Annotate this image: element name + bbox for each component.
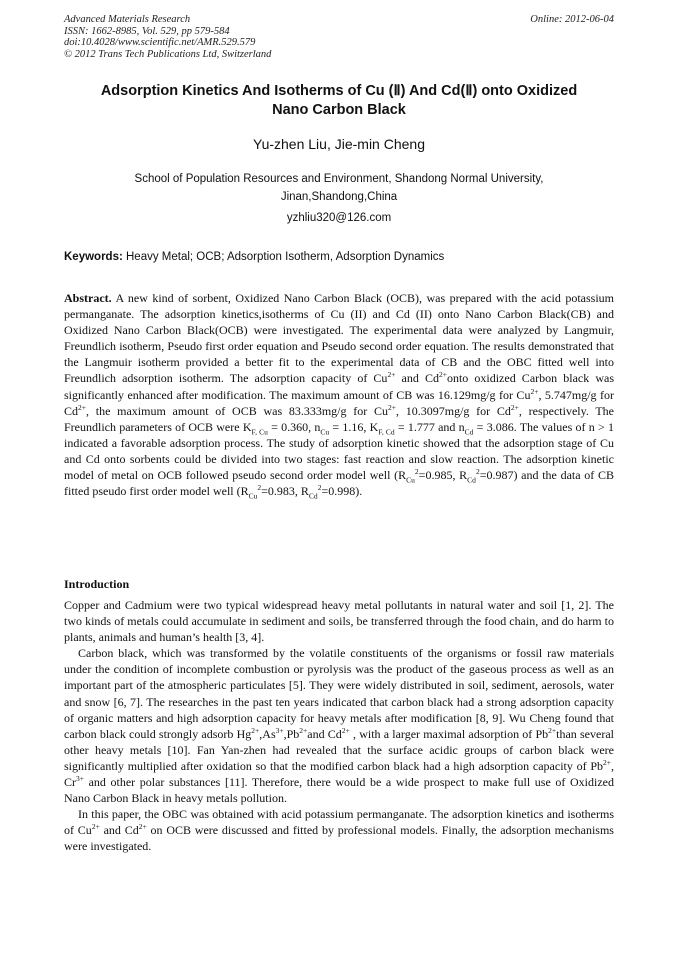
text-run: and Cd [99, 823, 139, 838]
subscript: Cd [308, 491, 318, 501]
abstract-text: , the maximum amount of OCB was 83.333mg/g for Cu [86, 403, 389, 418]
affiliation-line-1: School of Population Resources and Environment, Shandong Normal University, [134, 173, 544, 185]
paper-title [64, 82, 614, 120]
superscript: 2 [317, 483, 322, 493]
superscript: 2+ [387, 370, 396, 380]
superscript: 2+ [78, 402, 86, 412]
text-run: ,Pb [283, 726, 300, 741]
abstract-text: =0.998). [321, 484, 363, 499]
paragraph [64, 645, 614, 806]
subscript: F, Cu [251, 427, 268, 437]
title-line-1: Adsorption Kinetics And Isotherms of Cu (Ⅱ) And Cd(Ⅱ) onto Oxidized [100, 83, 578, 99]
subscript: Cu [320, 427, 330, 437]
superscript: 2 [257, 483, 262, 493]
author-email: yzhliu320@126.com [286, 212, 392, 224]
affiliation-line-2: Jinan,Shandong,China [280, 191, 398, 203]
superscript: 2+ [251, 725, 260, 735]
paragraph [64, 806, 614, 854]
section-heading-introduction: Introduction [64, 577, 130, 591]
superscript: 2+ [530, 386, 539, 396]
subscript: Cu [406, 475, 415, 485]
abstract-text: = 3.086. The values of n > 1 indicated a favorable adsorption process. The study of adsorption kinetic showed that the adsorption stage of Cu and Cd onto sorbents could be divided into two stages: fast reaction and slow reaction. The adsorption kinetic model of metal on OCB followed pseudo second order model well (R [64, 419, 615, 483]
superscript: 2+ [603, 757, 611, 767]
abstract [64, 290, 614, 499]
subscript: Cd [467, 475, 476, 485]
copyright-line: © 2012 Trans Tech Publications Ltd, Switzerland [64, 48, 272, 60]
abstract-text: =0.983, R [261, 484, 309, 499]
abstract-text: = 0.360, n [267, 419, 321, 434]
abstract-text: = 1.777 and n [394, 419, 465, 434]
superscript: 2+ [388, 402, 396, 412]
keywords-label: Keywords: [64, 251, 123, 263]
issn-line: ISSN: 1662-8985, Vol. 529, pp 579-584 [64, 25, 230, 37]
affiliation [64, 170, 614, 206]
superscript: 3+ [275, 725, 284, 735]
text-run: Carbon black, which was transformed by the volatile constituents of the organisms or fossil raw materials under the condition of incomplete combustion or pyrolysis was the product of the gaseous process as well as an important part of the atmospheric particulates [5]. They were widely distributed in soil, sediment, aerosols, water and snow [6, 7]. The researches in the past ten years indicated that carbon black had a strong adsorption capacity of organic matters and high adsorption capacity for heavy metals after modification [8, 9]. Wu Cheng found that carbon black could strongly adsorb Hg [64, 646, 614, 741]
journal-name: Advanced Materials Research [64, 14, 191, 25]
text-run: and other polar substances [11]. Therefore, there would be a wide prospect to make full use of Oxidized Nano Carbon Black in heavy metals pollution. [64, 775, 614, 806]
superscript: 2 [414, 467, 419, 477]
abstract-text: = 1.16, K [329, 419, 379, 434]
text-run: ,As [259, 726, 276, 741]
superscript: 2+ [299, 725, 308, 735]
superscript: 2+ [138, 822, 147, 832]
keywords [64, 251, 614, 263]
superscript: 2+ [341, 725, 350, 735]
abstract-text: , 5.747mg/g for Cd [64, 387, 615, 418]
keywords-text: Heavy Metal; OCB; Adsorption Isotherm, Adsorption Dynamics [122, 251, 445, 263]
superscript: 3+ [76, 774, 84, 784]
abstract-text: and Cd [395, 371, 439, 386]
text-run: , Cr [64, 758, 614, 790]
subscript: F, Cd [378, 427, 395, 437]
introduction-body [64, 597, 614, 855]
superscript: 2 [475, 467, 480, 477]
superscript: 2+ [548, 725, 557, 735]
text-run: In this paper, the OBC was obtained with acid potassium permanganate. The adsorption kinetics and isotherms of Cu [64, 807, 614, 838]
abstract-text: A new kind of sorbent, Oxidized Nano Carbon Black (OCB), was prepared with the acid potassium permanganate. The adsorption kinetics,isotherms of Cu (II) and Cd (II) onto Nano Carbon Black(CB) and Oxidized Nano Carbon Black(OCB) were investigated. The experimental data were analyzed by Langmuir, Freundlich isotherm, Pseudo first order equation and Pseudo second order equation. The results demonstrated that the Langmuir isotherm provided a better fit to the experimental data of CB and the OBC fitted well into Freundlich adsorption isotherm. The adsorption capacity of Cu [64, 291, 614, 386]
abstract-text: , respectively. The Freundlich parameters of OCB were K [64, 403, 615, 434]
subscript: Cd [464, 427, 474, 437]
abstract-text: onto oxidized Carbon black was significantly enhanced after modification. The maximum amount of CB was 16.129mg/g for Cu [64, 371, 614, 402]
paragraph: Copper and Cadmium were two typical widespread heavy metal pollutants in natural water and soil [1, 2]. The two kinds of metals could accumulate in sediment and soils, be transferred through the food chain, and do harm to plants, animals and human’s health [3, 4]. [64, 598, 614, 645]
superscript: 2+ [91, 822, 100, 832]
abstract-text: =0.985, R [418, 468, 468, 483]
authors: Yu-zhen Liu, Jie-min Cheng [253, 136, 425, 152]
journal-header [64, 14, 271, 60]
abstract-text: =0.987) and the data of CB fitted pseudo first order model well (R [64, 468, 615, 499]
subscript: Cu [248, 491, 258, 501]
doi-line: doi:10.4028/www.scientific.net/AMR.529.579 [64, 37, 256, 48]
text-run: , with a larger maximal adsorption of Pb [349, 726, 549, 741]
abstract-text: , 10.3097mg/g for Cd [396, 403, 511, 418]
superscript: 2+ [510, 402, 519, 412]
title-line-2: Nano Carbon Black [272, 102, 406, 118]
abstract-label: Abstract. [64, 291, 112, 305]
online-date: Online: 2012-06-04 [530, 14, 614, 25]
text-run: on OCB were discussed and fitted by professional models. Finally, the adsorption mechanisms were investigated. [64, 823, 614, 854]
superscript: 2+ [438, 370, 447, 380]
text-run: than several other heavy metals [10]. Fan Yan-zhen had revealed that the surface acidic groups of carbon black were significantly multiplied after oxidation so that the modified carbon black had a high adsorption capacity of Pb [64, 726, 614, 773]
text-run: and Cd [307, 726, 342, 741]
